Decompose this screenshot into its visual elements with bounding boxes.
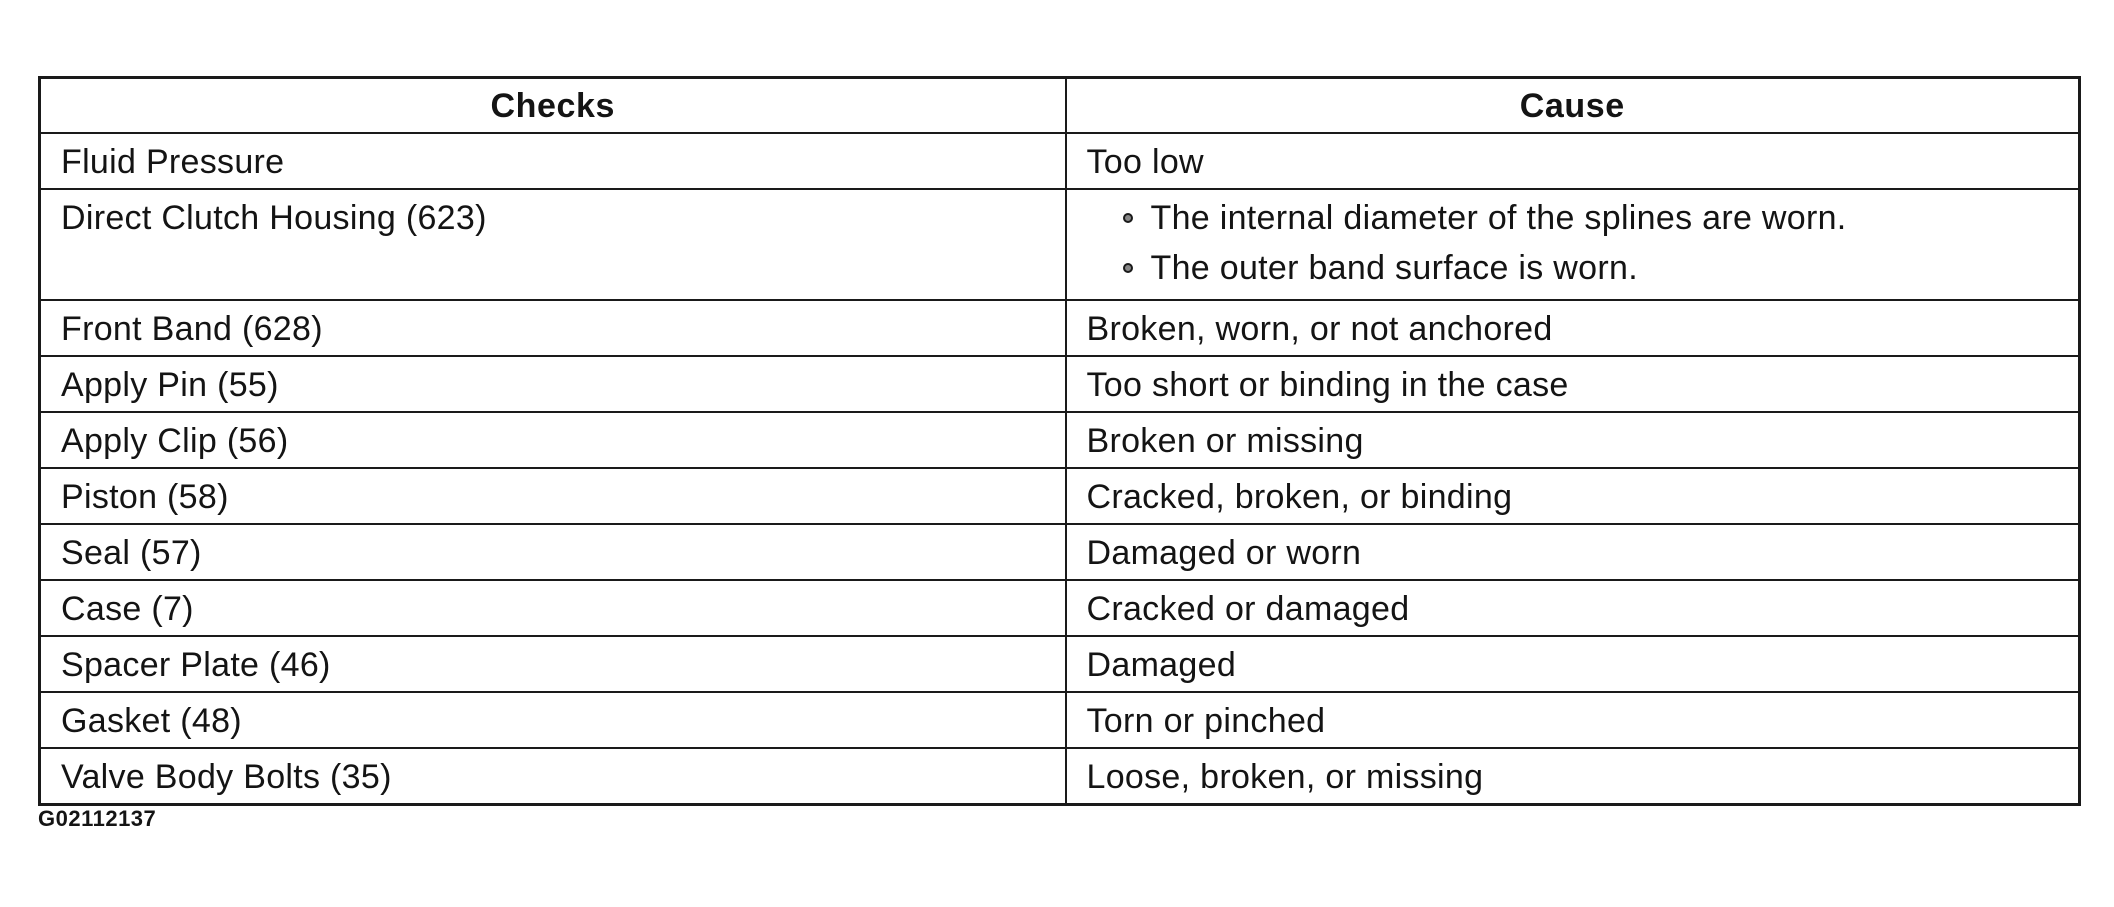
check-cell: Valve Body Bolts (35) [40,748,1066,805]
check-cell: Spacer Plate (46) [40,636,1066,692]
bullet-icon [1123,263,1133,273]
check-cell: Apply Pin (55) [40,356,1066,412]
header-checks: Checks [40,78,1066,134]
cause-cell: Too low [1066,133,2080,189]
table-row [40,356,2080,412]
table-row [40,580,2080,636]
table-row [40,692,2080,748]
cause-cell: Cracked or damaged [1066,580,2080,636]
cause-cell: Loose, broken, or missing [1066,748,2080,805]
check-cell: Fluid Pressure [40,133,1066,189]
check-cell: Seal (57) [40,524,1066,580]
cause-cell: Damaged or worn [1066,524,2080,580]
cause-list-text: The internal diameter of the splines are worn. [1150,199,1847,237]
cause-cell: Too short or binding in the case [1066,356,2080,412]
table-row [40,133,2080,189]
table-row [40,412,2080,468]
cause-list-text: The outer band surface is worn. [1150,249,1638,287]
checks-cause-table-container [38,76,2078,806]
cause-cell: Broken, worn, or not anchored [1066,300,2080,356]
check-cell: Apply Clip (56) [40,412,1066,468]
table-header-row [40,78,2080,134]
table-row [40,300,2080,356]
cause-cell: Torn or pinched [1066,692,2080,748]
table-row [40,748,2080,805]
cause-cell: Broken or missing [1066,412,2080,468]
check-cell: Piston (58) [40,468,1066,524]
table-row [40,636,2080,692]
check-cell: Front Band (628) [40,300,1066,356]
cause-list-item [1123,193,2079,243]
header-cause: Cause [1066,78,2080,134]
cause-list-item [1123,243,2079,293]
cause-cell: Damaged [1066,636,2080,692]
cause-cell [1066,189,2080,300]
check-cell: Direct Clutch Housing (623) [40,189,1066,300]
table-row [40,189,2080,300]
cause-bullet-list [1087,193,2079,293]
bullet-icon [1123,213,1133,223]
table-row [40,468,2080,524]
check-cell: Case (7) [40,580,1066,636]
checks-cause-table [38,76,2081,806]
figure-code: G02112137 [38,806,157,831]
check-cell: Gasket (48) [40,692,1066,748]
table-row [40,524,2080,580]
cause-cell: Cracked, broken, or binding [1066,468,2080,524]
